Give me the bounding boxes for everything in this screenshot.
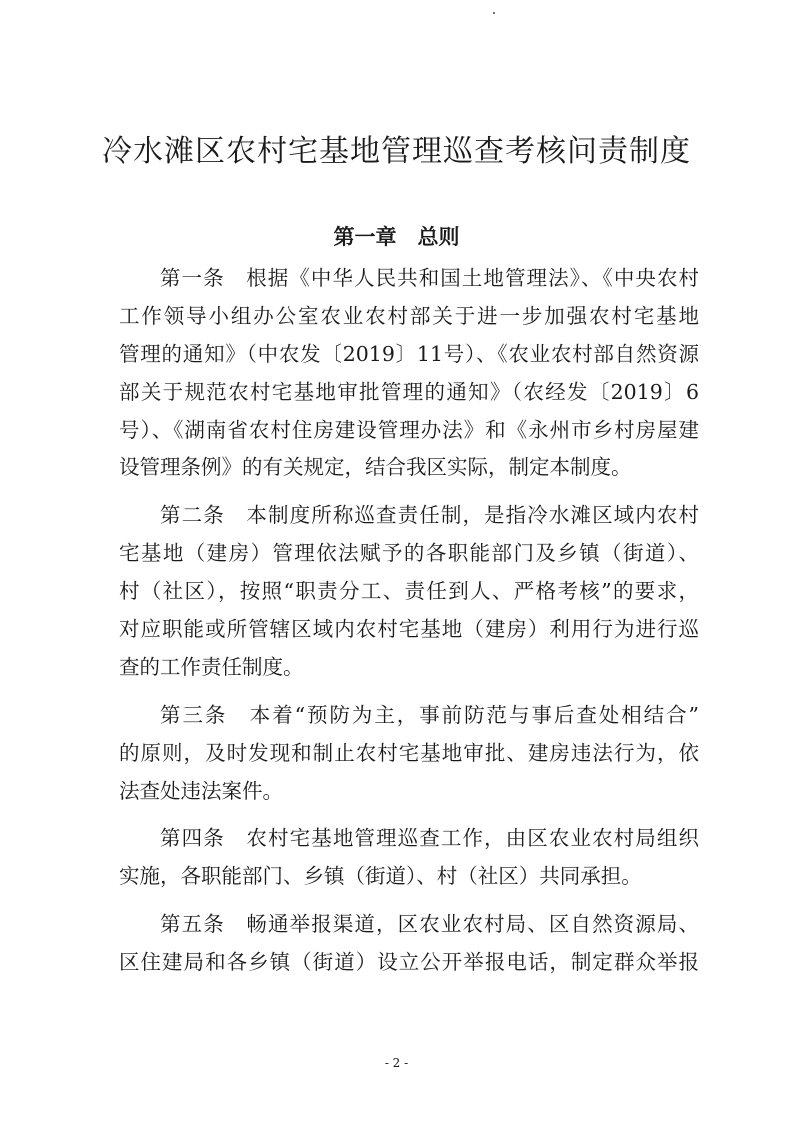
article-line: 对应职能或所管辖区域内农村宅基地（建房）利用行为进行巡	[119, 617, 699, 642]
article-line: 管理的通知》（中农发〔2019〕11号）、《农业农村部自然资源	[119, 341, 699, 366]
article-line: 第二条 本制度所称巡查责任制，是指冷水滩区域内农村	[160, 503, 699, 528]
article-line: 宅基地（建房）管理依法赋予的各职能部门及乡镇（街道）、	[119, 541, 699, 566]
article-line: 法查处违法案件。	[119, 778, 283, 803]
article-4	[119, 820, 699, 896]
document-title: 冷水滩区农村宅基地管理巡查考核问责制度	[102, 134, 691, 169]
article-5	[119, 906, 699, 982]
article-line: 村（社区），按照“职责分工、责任到人、严格考核”的要求，	[119, 579, 699, 604]
article-line: 号）、《湖南省农村住房建设管理办法》和《永州市乡村房屋建	[119, 417, 699, 442]
article-line: 部关于规范农村宅基地审批管理的通知》（农经发〔2019〕6	[119, 379, 699, 404]
article-line: 查的工作责任制度。	[119, 654, 304, 679]
article-line: 的原则，及时发现和制止农村宅基地审批、建房违法行为，依	[119, 740, 699, 765]
chapter-heading: 第一章 总则	[333, 225, 460, 249]
article-line: 第三条 本着“预防为主，事前防范与事后查处相结合”	[160, 702, 699, 727]
article-line: 实施，各职能部门、乡镇（街道）、村（社区）共同承担。	[119, 864, 642, 889]
article-line: 设管理条例》的有关规定，结合我区实际，制定本制度。	[119, 455, 632, 480]
article-line: 区住建局和各乡镇（街道）设立公开举报电话，制定群众举报	[119, 950, 699, 975]
article-line: 第一条 根据《中华人民共和国土地管理法》、《中央农村	[160, 266, 699, 290]
article-line: 工作领导小组办公室农业农村部关于进一步加强农村宅基地	[119, 303, 699, 328]
article-2	[119, 497, 699, 686]
article-1	[119, 260, 699, 487]
article-line: 第五条 畅通举报渠道，区农业农村局、区自然资源局、	[160, 912, 699, 937]
article-3	[119, 697, 699, 811]
scan-speck	[493, 12, 495, 14]
document-body	[119, 260, 699, 982]
article-line: 第四条 农村宅基地管理巡查工作，由区农业农村局组织	[160, 826, 699, 851]
page-number: - 2 -	[384, 1056, 409, 1070]
